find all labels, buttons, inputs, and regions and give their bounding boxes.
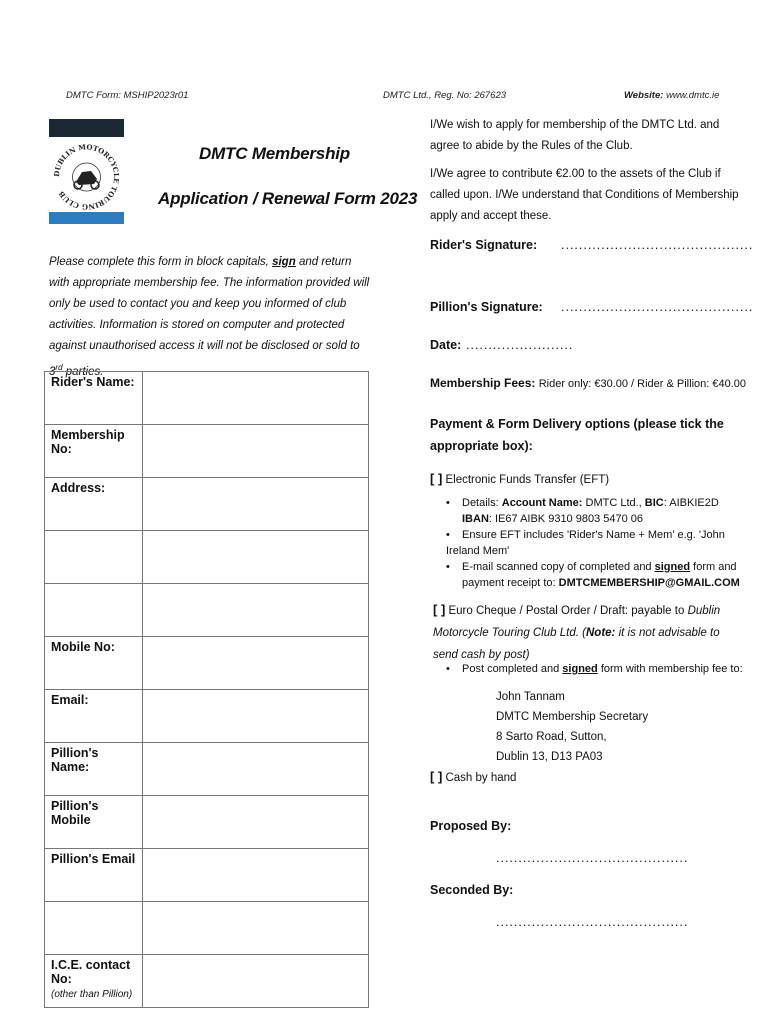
date-label: Date: — [430, 338, 462, 352]
form-field-label — [45, 584, 143, 637]
form-row — [45, 955, 369, 1008]
form-title: DMTC Membership — [199, 144, 350, 163]
declaration-contribution: I/We agree to contribute €2.00 to the assets of the Club if called upon. I/We understand that Conditions of Membership apply and accept these. — [430, 168, 739, 222]
form-field-label: Pillion's Mobile — [45, 796, 143, 849]
form-row — [45, 478, 369, 531]
intro-instructions: Please complete this form in block capitals, sign and return with appropriate membership fee. The information provided will only be used to contact you and keep you informed of club activities. Information is stored on computer and protected against unauthorised access it will not be disclosed or sold to 3rd parties. — [49, 256, 370, 378]
form-field-input[interactable] — [142, 796, 368, 849]
form-row — [45, 849, 369, 902]
proposed-by-label: Proposed By: — [430, 819, 512, 833]
form-field-input[interactable] — [142, 690, 368, 743]
form-field-label — [45, 902, 143, 955]
declaration-rules: I/We wish to apply for membership of the DMTC Ltd. and agree to abide by the Rules of the Club. — [430, 119, 720, 152]
form-row — [45, 531, 369, 584]
pillion-signature-label: Pillion's Signature: — [430, 300, 543, 314]
form-field-label: Rider's Name: — [45, 372, 143, 425]
seconded-by-line[interactable]: ........................................... — [496, 915, 689, 929]
form-field-label: Email: — [45, 690, 143, 743]
form-field-input[interactable] — [142, 955, 368, 1008]
form-field-label: Address: — [45, 478, 143, 531]
form-row — [45, 743, 369, 796]
form-field-label — [45, 531, 143, 584]
form-field-input[interactable] — [142, 743, 368, 796]
cheque-checkbox[interactable]: [ ] — [433, 602, 446, 617]
form-row — [45, 637, 369, 690]
form-field-input[interactable] — [142, 637, 368, 690]
form-field-input[interactable] — [142, 902, 368, 955]
list-item: • Details: Account Name: DMTC Ltd., BIC: AIBKIE2D — [446, 497, 719, 509]
pillion-signature-line[interactable]: ........................................... — [561, 300, 754, 314]
form-field-label: Pillion's Email — [45, 849, 143, 902]
list-item: IBAN: IE67 AIBK 9310 9803 5470 06 — [462, 513, 644, 525]
form-field-label: Mobile No: — [45, 637, 143, 690]
form-field-input[interactable] — [142, 372, 368, 425]
eft-option[interactable] — [430, 471, 609, 486]
post-option: • Post completed and signed form with membership fee to: — [446, 663, 743, 675]
form-row — [45, 796, 369, 849]
form-field-input[interactable] — [142, 849, 368, 902]
form-field-label: Membership No: — [45, 425, 143, 478]
form-row — [45, 902, 369, 955]
cash-option[interactable]: [ ] Cash by hand — [430, 769, 517, 784]
form-row — [45, 372, 369, 425]
website-link[interactable]: www.dmtc.ie — [666, 90, 720, 101]
form-field-input[interactable] — [142, 478, 368, 531]
form-code: DMTC Form: MSHIP2023r01 — [66, 90, 189, 101]
form-row — [45, 425, 369, 478]
club-logo — [49, 119, 124, 224]
form-field-input[interactable] — [142, 531, 368, 584]
form-field-note: (other than Pillion) — [51, 989, 133, 1000]
eft-label: Electronic Funds Transfer (EFT) — [445, 474, 610, 486]
form-subtitle: Application / Renewal Form 2023 — [158, 189, 418, 208]
proposed-by-line[interactable]: ........................................... — [496, 851, 689, 865]
registration-number: DMTC Ltd., Reg. No: 267623 — [383, 90, 507, 101]
payment-heading: Payment & Form Delivery options (please tick the appropriate box): — [430, 417, 724, 453]
website: Website: www.dmtc.ie — [624, 90, 720, 101]
date-line[interactable]: ........................ — [466, 338, 574, 352]
form-row — [45, 690, 369, 743]
membership-email[interactable]: DMTCMEMBERSHIP@GMAIL.COM — [558, 577, 740, 589]
rider-signature-label: Rider's Signature: — [430, 238, 538, 252]
seconded-by-label: Seconded By: — [430, 883, 514, 897]
cheque-option[interactable]: [ ] Euro Cheque / Postal Order / Draft: payable to Dublin Motorcycle Touring Club Ltd. (Note: it is not advisable to send cash by post) — [433, 602, 721, 661]
svg-text:DUBLIN MOTORCYCLE TOURING CLUB: DUBLIN MOTORCYCLE TOURING CLUB — [51, 142, 122, 212]
list-item: • E-mail scanned copy of completed and signed form and payment receipt to: DMTCMEMBERSHIP@GMAIL.COM — [446, 561, 740, 589]
form-field-input[interactable] — [142, 425, 368, 478]
eft-checkbox[interactable]: [ ] — [430, 471, 443, 486]
postal-address: John Tannam DMTC Membership Secretary 8 Sarto Road, Sutton, Dublin 13, D13 PA03 — [496, 691, 649, 763]
form-field-label: Pillion's Name: — [45, 743, 143, 796]
list-item: • Ensure EFT includes 'Rider's Name + Mem' e.g. 'John Ireland Mem' — [446, 529, 725, 557]
form-row — [45, 584, 369, 637]
membership-form-table — [44, 371, 369, 1008]
cash-checkbox[interactable]: [ ] — [430, 769, 443, 784]
eft-details-list — [446, 495, 746, 591]
membership-fees: Membership Fees: Rider only: €30.00 / Rider & Pillion: €40.00 — [430, 376, 747, 390]
form-field-label: I.C.E. contact No: (other than Pillion) — [45, 955, 143, 1008]
form-field-input[interactable] — [142, 584, 368, 637]
rider-signature-line[interactable]: ........................................... — [561, 238, 754, 252]
